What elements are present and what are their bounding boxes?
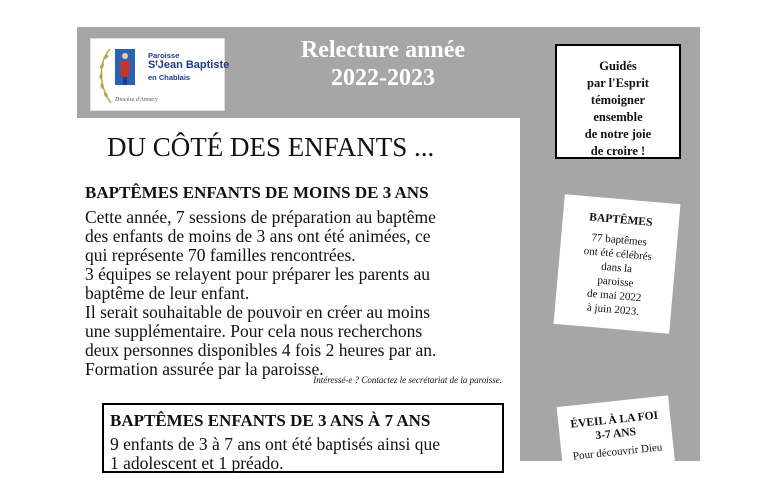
motto-line: témoigner bbox=[590, 93, 646, 107]
page-title bbox=[247, 36, 519, 92]
baptemes-note bbox=[554, 194, 681, 334]
logo-text-name: SᵗJean Baptiste bbox=[148, 59, 230, 71]
logo-text-diocese: Diocèse d'Annecy bbox=[115, 97, 158, 103]
motto-box bbox=[555, 44, 681, 159]
note-line: paroisse bbox=[596, 274, 634, 290]
body-line: 1 adolescent et 1 préado. bbox=[110, 453, 284, 473]
section1-body bbox=[85, 208, 515, 379]
body-line: 9 enfants de 3 à 7 ans ont été baptisés ainsi que bbox=[110, 434, 440, 454]
note-subtitle: 3-7 ANS bbox=[594, 425, 637, 443]
note-title: ÉVEIL À LA FOI bbox=[569, 409, 659, 431]
title-line-2: 2022-2023 bbox=[331, 65, 435, 91]
document-page bbox=[77, 27, 700, 473]
body-line: Cette année, 7 sessions de préparation au baptême bbox=[85, 207, 436, 227]
logo-text-region: en Chablais bbox=[148, 73, 191, 82]
note-title: BAPTÊMES bbox=[588, 211, 653, 229]
body-line: Il serait souhaitable de pouvoir en créer au moins bbox=[85, 302, 431, 322]
section2-title: BAPTÊMES ENFANTS DE 3 ANS À 7 ANS bbox=[110, 411, 431, 430]
section1-title: BAPTÊMES ENFANTS DE MOINS DE 3 ANS bbox=[85, 183, 429, 202]
body-line: des enfants de moins de 3 ans ont été animées, ce bbox=[85, 226, 431, 246]
motto-line: Guidés bbox=[599, 59, 637, 73]
section2-body bbox=[110, 435, 505, 473]
eveil-note bbox=[557, 395, 678, 496]
title-line-1: Relecture année bbox=[300, 37, 466, 63]
motto-line: par l'Esprit bbox=[587, 76, 649, 90]
main-content bbox=[77, 118, 520, 473]
body-line: deux personnes disponibles 4 fois 2 heures par an. bbox=[85, 340, 437, 360]
body-line: baptême de leur enfant. bbox=[85, 283, 250, 303]
body-line: qui représente 70 familles rencontrées. bbox=[85, 245, 356, 265]
motto-line: de notre joie bbox=[584, 127, 652, 141]
section-heading: DU CÔTÉ DES ENFANTS ... bbox=[107, 132, 435, 162]
note-line: dans la bbox=[600, 260, 633, 276]
note-line: de mai 2022 bbox=[586, 287, 642, 305]
section2-box bbox=[102, 403, 504, 473]
saint-john-icon bbox=[115, 49, 135, 85]
note-line: à juin 2023. bbox=[586, 301, 640, 319]
laurel-wreath-icon bbox=[95, 47, 115, 105]
motto-line: ensemble bbox=[593, 110, 643, 124]
body-line: 3 équipes se relayent pour préparer les parents au bbox=[85, 264, 430, 284]
body-line: une supplémentaire. Pour cela nous recherchons bbox=[85, 321, 423, 341]
contact-note: Intéressé-e ? Contactez le secrétariat de la paroisse. bbox=[313, 375, 502, 385]
logo-text-parish: Paroisse bbox=[148, 51, 180, 60]
note-line: ont été célébrés bbox=[583, 245, 653, 263]
note-line: 77 baptêmes bbox=[591, 231, 648, 249]
parish-logo bbox=[90, 38, 230, 111]
body-line: Formation assurée par la paroisse. bbox=[85, 359, 324, 379]
note-line: Pour découvrir Dieu bbox=[572, 441, 663, 463]
motto-line: de croire ! bbox=[590, 144, 646, 158]
